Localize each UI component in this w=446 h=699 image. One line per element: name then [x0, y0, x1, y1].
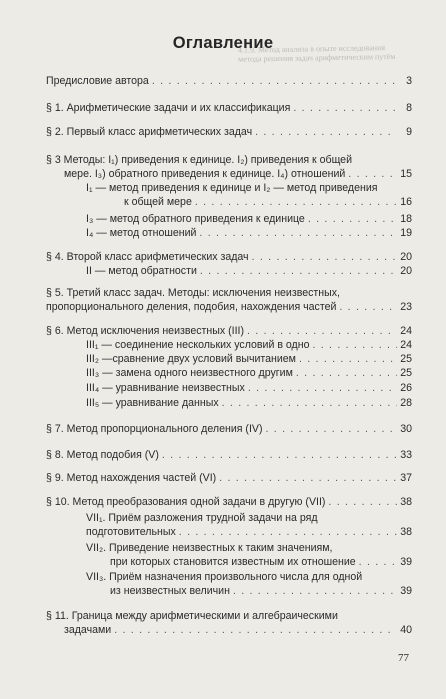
toc-entry-line: [46, 300, 412, 314]
toc-entry-line: [64, 623, 412, 637]
toc-entry-line: [86, 264, 412, 278]
toc-entry-text: I₃ — метод обратного приведения к единице: [86, 213, 305, 225]
dot-leader: [222, 396, 397, 410]
bleed-through-line: 4.1.9. Метод анализа в опыте исследования: [237, 43, 386, 55]
toc-page-number: 24: [400, 339, 412, 351]
toc-entry-text: § 11. Граница между арифметическими и алгебраическими: [46, 610, 338, 622]
toc-page-number: 16: [400, 196, 412, 208]
toc-entry-line: [86, 352, 412, 366]
toc-entry-line: [86, 381, 412, 395]
toc-entry-line: [86, 541, 412, 555]
toc-page-number: 39: [400, 585, 412, 597]
toc-entry-line: [86, 226, 412, 240]
toc-entry-text: Предисловие автора: [46, 75, 149, 87]
dot-leader: [162, 448, 397, 462]
dot-leader: [293, 101, 397, 115]
bleed-through-line: метода решения задач арифметическим путём: [238, 51, 396, 64]
dot-leader: [348, 167, 397, 181]
dot-leader: [339, 300, 397, 314]
toc-entry-line: [86, 366, 412, 380]
toc-entry-text: III₂ —сравнение двух условий вычитанием: [86, 353, 296, 365]
toc-entry-line: [46, 422, 412, 436]
toc-entry-text: к общей мере: [124, 196, 192, 208]
toc-page-number: 15: [400, 168, 412, 180]
toc-entry-line: [86, 212, 412, 226]
toc-page-number: 9: [406, 126, 412, 138]
dot-leader: [299, 352, 397, 366]
toc-page-number: 37: [400, 472, 412, 484]
toc-entry-line: [64, 167, 412, 181]
dot-leader: [219, 471, 397, 485]
toc-page-number: 25: [400, 353, 412, 365]
toc-entry-line: [86, 396, 412, 410]
toc-entry-line: [46, 250, 412, 264]
toc-page-number: 20: [400, 251, 412, 263]
dot-leader: [308, 212, 397, 226]
toc-entry-text: пропорционального деления, подобия, нахождения частей: [46, 301, 337, 313]
toc-page-number: 20: [400, 265, 412, 277]
toc-entry-line: [46, 495, 412, 509]
toc-page-number: 25: [400, 367, 412, 379]
toc-page-number: 23: [400, 301, 412, 313]
toc-entry-line: [46, 609, 412, 623]
toc-entry-text: III₄ — уравнивание неизвестных: [86, 382, 245, 394]
toc-entry-line: [46, 101, 412, 115]
toc-page-number: 19: [400, 227, 412, 239]
dot-leader: [179, 525, 397, 539]
dot-leader: [266, 422, 398, 436]
toc-entry-line: [86, 338, 412, 352]
dot-leader: [200, 264, 397, 278]
toc-entry-text: I₄ — метод отношений: [86, 227, 197, 239]
page-number: 77: [398, 652, 409, 664]
dot-leader: [255, 125, 397, 139]
toc-page-number: 3: [406, 75, 412, 87]
toc-entry-line: [46, 286, 412, 300]
toc-page-number: 40: [400, 624, 412, 636]
toc-page-number: 38: [400, 496, 412, 508]
toc-page-number: 39: [400, 556, 412, 568]
toc-entry-text: § 3 Методы: I₁) приведения к единице. I₂) приведения к общей: [46, 154, 352, 166]
toc-entry-text: II — метод обратности: [86, 265, 197, 277]
toc-entry-text: III₁ — соединение нескольких условий в одно: [86, 339, 310, 351]
toc-entry-text: VII₂. Приведение неизвестных к таким значениям,: [86, 542, 333, 554]
dot-leader: [199, 226, 397, 240]
toc-page-number: 28: [400, 397, 412, 409]
toc-entry-line: [124, 195, 412, 209]
toc-entry-text: § 6. Метод исключения неизвестных (III): [46, 325, 244, 337]
dot-leader: [114, 623, 397, 637]
page-title: Оглавление: [172, 34, 274, 52]
toc-entry-text: мере. I₃) обратного приведения к единице. I₄) отношений: [64, 168, 346, 180]
toc-entry-line: [46, 125, 412, 139]
toc-page-number: 30: [400, 423, 412, 435]
toc-page-number: 38: [400, 526, 412, 538]
toc-entry-text: § 5. Третий класс задач. Методы: исключения неизвестных,: [46, 287, 340, 299]
toc-entry-line: [46, 471, 412, 485]
toc-entry-text: § 7. Метод пропорционального деления (IV): [46, 423, 263, 435]
toc-page-number: 8: [406, 102, 412, 114]
toc-page-number: 26: [400, 382, 412, 394]
toc-entry-text: § 8. Метод подобия (V): [46, 449, 159, 461]
toc-entry-line: [86, 511, 412, 525]
toc-entry-line: [86, 181, 412, 195]
toc-entry-text: VII₁. Приём разложения трудной задачи на ряд: [86, 512, 318, 524]
toc-entry-line: [46, 153, 412, 167]
toc-entry-text: I₁ — метод приведения к единице и I₂ — метод приведения: [86, 182, 378, 194]
toc-entry-line: [46, 74, 412, 88]
toc-entry-text: III₃ — замена одного неизвестного другим: [86, 367, 293, 379]
toc-entry-text: при которых становится известным их отношение: [110, 556, 356, 568]
toc-entry-line: [46, 324, 412, 338]
toc-entry-line: [110, 584, 412, 598]
toc-entry-text: подготовительных: [86, 526, 176, 538]
dot-leader: [296, 366, 397, 380]
toc-entry-line: [86, 525, 412, 539]
toc-entry-text: § 10. Метод преобразования одной задачи в другую (VII): [46, 496, 326, 508]
toc-entry-text: из неизвестных величин: [110, 585, 230, 597]
dot-leader: [312, 338, 397, 352]
toc-entry-text: задачами: [64, 624, 112, 636]
toc-page-number: 24: [400, 325, 412, 337]
dot-leader: [248, 381, 397, 395]
toc-entry-text: § 2. Первый класс арифметических задач: [46, 126, 253, 138]
toc-page-number: 33: [400, 449, 412, 461]
toc-entry-line: [46, 448, 412, 462]
toc-entry-text: § 4. Второй класс арифметических задач: [46, 251, 249, 263]
toc-entry-text: VII₃. Приём назначения произвольного числа для одной: [86, 571, 363, 583]
dot-leader: [195, 195, 397, 209]
toc-entry-text: § 9. Метод нахождения частей (VI): [46, 472, 217, 484]
toc-entry-text: III₅ — уравнивание данных: [86, 397, 219, 409]
toc-entry-text: § 1. Арифметические задачи и их классификация: [46, 102, 291, 114]
dot-leader: [359, 555, 397, 569]
toc-entry-line: [86, 570, 412, 584]
toc-entry-line: [110, 555, 412, 569]
dot-leader: [328, 495, 397, 509]
dot-leader: [233, 584, 397, 598]
toc-page-number: 18: [400, 213, 412, 225]
dot-leader: [247, 324, 397, 338]
dot-leader: [152, 74, 397, 88]
dot-leader: [252, 250, 397, 264]
